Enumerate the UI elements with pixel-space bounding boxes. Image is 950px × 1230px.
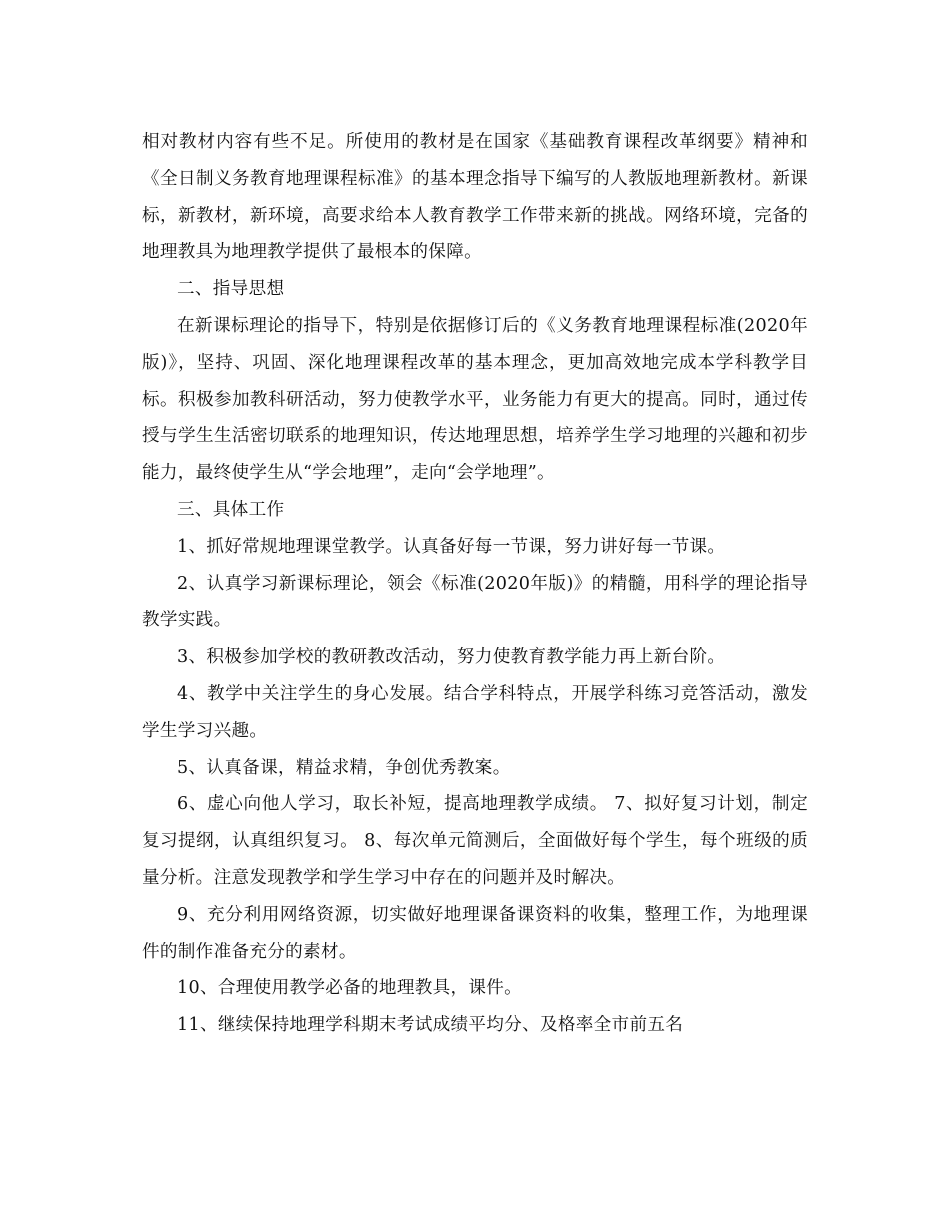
list-item-9: 9、充分利用网络资源，切实做好地理课备课资料的收集，整理工作，为地理课件的制作准备充分的素材。 [142,904,808,962]
document-body [142,124,808,1044]
section-heading-guiding-ideology: 二、指导思想 [177,279,285,300]
list-item-2: 2、认真学习新课标理论，领会《标准(2020年版)》的精髓，用科学的理论指导教学实践。 [142,573,808,631]
section-heading-specific-work: 三、具体工作 [177,499,285,520]
list-item-1: 1、抓好常规地理课堂教学。认真备好每一节课，努力讲好每一节课。 [177,536,726,557]
list-item-5: 5、认真备课，精益求精，争创优秀教案。 [177,757,511,778]
list-item-6-7-8: 6、虚心向他人学习，取长补短，提高地理教学成绩。 7、拟好复习计划，制定复习提纲，认真组织复习。 8、每次单元简测后，全面做好每个学生，每个班级的质量分析。注意发现教学和学生学习中存在的问题并及时解决。 [142,794,808,888]
paragraph-intro-continued: 相对教材内容有些不足。所使用的教材是在国家《基础教育课程改革纲要》精神和《全日制义务教育地理课程标准》的基本理念指导下编写的人教版地理新教材。新课标，新教材，新环境，高要求给本人教育教学工作带来新的挑战。网络环境，完备的地理教具为地理教学提供了最根本的保障。 [142,132,808,263]
list-item-11: 11、继续保持地理学科期末考试成绩平均分、及格率全市前五名 [177,1015,684,1036]
list-item-3: 3、积极参加学校的教研教改活动，努力使教育教学能力再上新台阶。 [177,647,726,668]
paragraph-guiding-ideology: 在新课标理论的指导下，特别是依据修订后的《义务教育地理课程标准(2020年版)》，坚持、巩固、深化地理课程改革的基本理念，更加高效地完成本学科教学目标。积极参加教科研活动，努力使教学水平，业务能力有更大的提高。同时，通过传授与学生生活密切联系的地理知识，传达地理思想，培养学生学习地理的兴趣和初步能力，最终使学生从“学会地理”，走向“会学地理”。 [142,315,808,484]
list-item-10: 10、合理使用教学必备的地理教具，课件。 [177,978,523,999]
list-item-4: 4、教学中关注学生的身心发展。结合学科特点，开展学科练习竞答活动，激发学生学习兴趣。 [142,683,808,741]
